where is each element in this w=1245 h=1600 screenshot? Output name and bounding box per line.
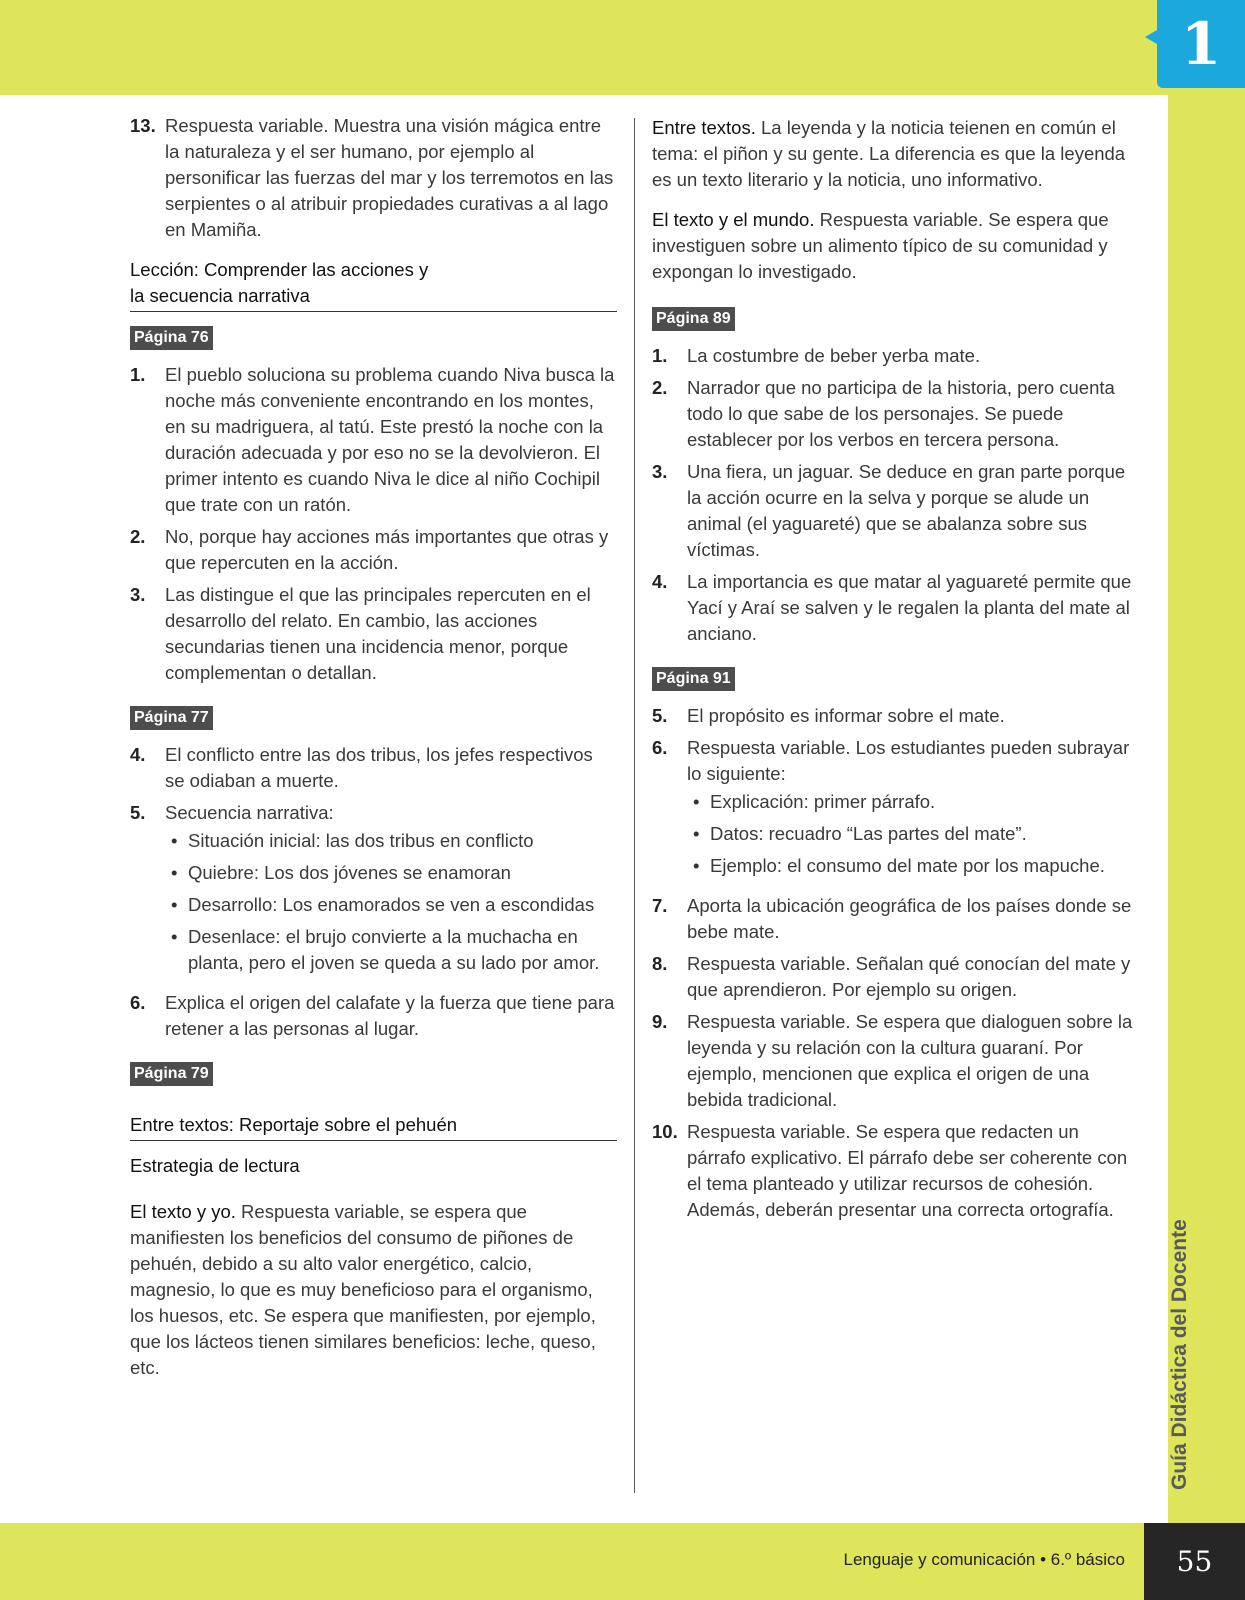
page-number: 55 bbox=[1144, 1523, 1245, 1600]
list-item bbox=[652, 703, 1138, 729]
item-number: 6. bbox=[130, 992, 146, 1013]
paragraph-body: La leyenda y la noticia teienen en común el tema: el piñon y su gente. La diferencia es que la leyenda es un texto literario y la noticia, uno informativo. bbox=[652, 117, 1126, 190]
item-text: Secuencia narrativa: bbox=[165, 802, 334, 823]
list-item bbox=[652, 459, 1138, 563]
list-item bbox=[652, 375, 1138, 453]
list-item bbox=[130, 582, 617, 686]
bullet-item: • Quiebre: Los dos jóvenes se enamoran bbox=[165, 860, 617, 886]
item-number: 4. bbox=[130, 744, 146, 765]
item-text: Aporta la ubicación geográfica de los países donde se bebe mate. bbox=[687, 895, 1132, 942]
item-text: Una fiera, un jaguar. Se deduce en gran parte porque la acción ocurre en la selva y porque se alude un animal (el yaguareté) que se abalanza sobre sus víctimas. bbox=[687, 461, 1126, 560]
list-item bbox=[130, 742, 617, 794]
paragraph-body: Respuesta variable. Se espera que investiguen sobre un alimento típico de su comunidad y expongan lo investigado. bbox=[652, 209, 1109, 282]
paragraph-lead: El texto y el mundo. bbox=[652, 209, 815, 230]
item-text: El propósito es informar sobre el mate. bbox=[687, 705, 1005, 726]
bullet-item: • Explicación: primer párrafo. bbox=[687, 789, 1138, 815]
list-item bbox=[652, 951, 1138, 1003]
section-heading: Entre textos: Reportaje sobre el pehuén bbox=[130, 1112, 617, 1141]
item-text: Respuesta variable. Señalan qué conocían del mate y que aprendieron. Por ejemplo su origen. bbox=[687, 953, 1131, 1000]
page-badge-89: Página 89 bbox=[652, 307, 735, 331]
bullet-item: • Desenlace: el brujo convierte a la muchacha en planta, pero el joven se queda a su lado por amor. bbox=[165, 924, 617, 976]
footer-text: Lenguaje y comunicación • 6.º básico bbox=[843, 1550, 1125, 1569]
item-text: Respuesta variable. Los estudiantes pueden subrayar lo siguiente: bbox=[687, 737, 1130, 784]
page-badge-77: Página 77 bbox=[130, 706, 213, 730]
paragraph bbox=[652, 115, 1138, 193]
list-item bbox=[652, 1119, 1138, 1223]
bullet-item: • Datos: recuadro “Las partes del mate”. bbox=[687, 821, 1138, 847]
item-number: 7. bbox=[652, 895, 668, 916]
item-number: 8. bbox=[652, 953, 668, 974]
item-text: El conflicto entre las dos tribus, los jefes respectivos se odiaban a muerte. bbox=[165, 744, 593, 791]
item-number: 2. bbox=[130, 526, 146, 547]
bullet-list bbox=[687, 789, 1138, 879]
paragraph-lead: Entre textos. bbox=[652, 117, 756, 138]
paragraph bbox=[652, 207, 1138, 285]
item-number: 1. bbox=[652, 345, 668, 366]
item-text: Respuesta variable. Se espera que dialoguen sobre la leyenda y su relación con la cultura guaraní. Por ejemplo, mencionen que explica el origen de una bebida tradicional. bbox=[687, 1011, 1133, 1110]
item-text: La costumbre de beber yerba mate. bbox=[687, 345, 981, 366]
list-item bbox=[130, 524, 617, 576]
paragraph-body: Respuesta variable, se espera que manifiesten los beneficios del consumo de piñones de pehuén, debido a su alto valor energético, calcio, magnesio, lo que es muy beneficioso para el organismo, los huesos, etc. Se espera que manifiesten, por ejemplo, que los lácteos tienen similares beneficios: leche, queso, etc. bbox=[130, 1201, 596, 1378]
bullet-list bbox=[165, 828, 617, 976]
list-item bbox=[652, 1009, 1138, 1113]
paragraph-lead: El texto y yo. bbox=[130, 1201, 236, 1222]
item-number: 6. bbox=[652, 737, 668, 758]
item-text: La importancia es que matar al yaguareté permite que Yací y Araí se salven y le regalen la planta del mate al anciano. bbox=[687, 571, 1132, 644]
item-text: Respuesta variable. Muestra una visión mágica entre la naturaleza y el ser humano, por ejemplo al personificar las fuerzas del mar y los terremotos en las serpientes o al atribuir propiedades curativas a al lago en Mamiña. bbox=[165, 115, 614, 240]
item-text: Las distingue el que las principales repercuten en el desarrollo del relato. En cambio, las acciones secundarias tienen una incidencia menor, porque complementan o detallan. bbox=[165, 584, 591, 683]
list-item bbox=[652, 893, 1138, 945]
bullet-item: • Ejemplo: el consumo del mate por los mapuche. bbox=[687, 853, 1138, 879]
list-item bbox=[130, 113, 617, 243]
page-badge-79: Página 79 bbox=[130, 1062, 213, 1086]
item-number: 5. bbox=[652, 705, 668, 726]
right-column bbox=[652, 113, 1138, 1229]
column-divider bbox=[634, 118, 635, 1493]
unit-number-tab: 1 bbox=[1157, 0, 1245, 88]
item-number: 4. bbox=[652, 571, 668, 592]
top-color-band bbox=[0, 0, 1245, 95]
item-number: 10. bbox=[652, 1121, 678, 1142]
item-body bbox=[165, 800, 617, 984]
bullet-item: • Situación inicial: las dos tribus en conflicto bbox=[165, 828, 617, 854]
page-badge-91: Página 91 bbox=[652, 667, 735, 691]
item-text: Respuesta variable. Se espera que redacten un párrafo explicativo. El párrafo debe ser coherente con el tema planteado y utilizar recursos de cohesión. Además, deberán presentar una correcta ortografía. bbox=[687, 1121, 1128, 1220]
list-item bbox=[652, 569, 1138, 647]
subheading: Estrategia de lectura bbox=[130, 1155, 300, 1176]
item-number: 3. bbox=[130, 584, 146, 605]
item-text: Explica el origen del calafate y la fuerza que tiene para retener a las personas al lugar. bbox=[165, 992, 615, 1039]
page-badge-76: Página 76 bbox=[130, 326, 213, 350]
item-text: No, porque hay acciones más importantes que otras y que repercuten en la acción. bbox=[165, 526, 609, 573]
left-column bbox=[130, 113, 617, 1395]
item-number: 13. bbox=[130, 115, 156, 136]
lesson-heading-line2: la secuencia narrativa bbox=[130, 285, 310, 306]
paragraph bbox=[130, 1199, 617, 1381]
list-item bbox=[130, 800, 617, 984]
side-title: Guía Didáctica del Docente bbox=[1168, 1219, 1191, 1490]
item-text: El pueblo soluciona su problema cuando Niva busca la noche más conveniente encontrando en los montes, en su madriguera, al tatú. Este prestó la noche con la duración adecuada y por eso no se la devolvieron. El primer intento es cuando Niva le dice al niño Cochipil que trate con un ratón. bbox=[165, 364, 615, 515]
item-number: 5. bbox=[130, 802, 146, 823]
list-item bbox=[130, 362, 617, 518]
list-item bbox=[652, 735, 1138, 887]
item-number: 9. bbox=[652, 1011, 668, 1032]
item-body bbox=[687, 735, 1138, 887]
item-text: Narrador que no participa de la historia, pero cuenta todo lo que sabe de los personajes. Se puede establecer por los verbos en tercera persona. bbox=[687, 377, 1115, 450]
lesson-heading bbox=[130, 257, 617, 312]
list-item bbox=[130, 990, 617, 1042]
lesson-heading-line1: Lección: Comprender las acciones y bbox=[130, 259, 429, 280]
list-item bbox=[652, 343, 1138, 369]
item-number: 2. bbox=[652, 377, 668, 398]
item-number: 1. bbox=[130, 364, 146, 385]
item-number: 3. bbox=[652, 461, 668, 482]
bullet-item: • Desarrollo: Los enamorados se ven a escondidas bbox=[165, 892, 617, 918]
